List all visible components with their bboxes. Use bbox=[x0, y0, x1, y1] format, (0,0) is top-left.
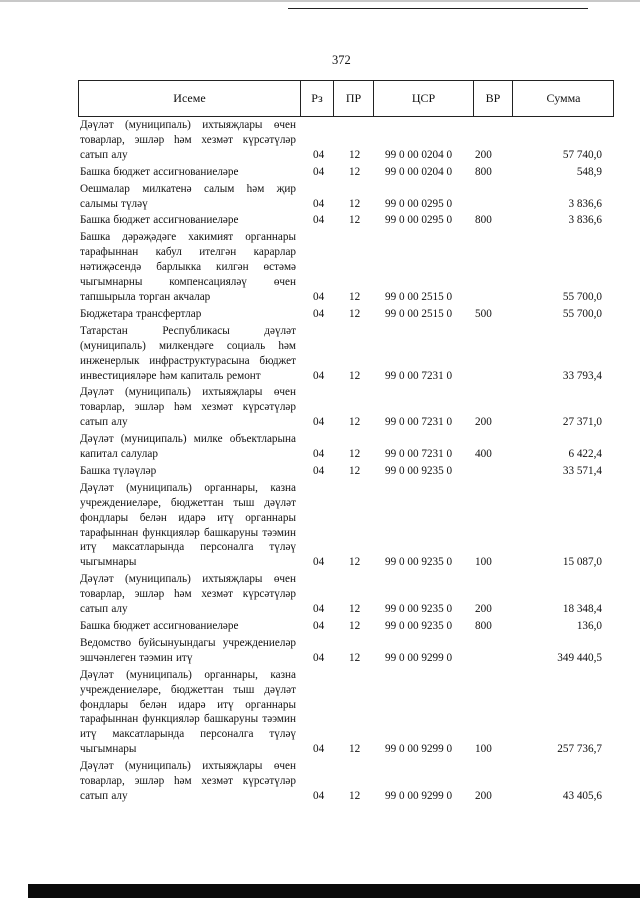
table-row bbox=[78, 619, 614, 636]
row-rz: 04 bbox=[313, 556, 325, 569]
table-row bbox=[78, 481, 614, 572]
header-pr: ПР bbox=[334, 81, 374, 116]
row-vr: 800 bbox=[475, 620, 492, 632]
table-body bbox=[78, 118, 614, 806]
table-row bbox=[78, 182, 614, 214]
row-name: Дәүләт (муниципаль) ихтыяҗлары өчен товарлар, эшләр һәм хезмәт күрсәтүләр сатып алу bbox=[80, 760, 296, 802]
row-name: Дәүләт (муниципаль) ихтыяҗлары өчен товарлар, эшләр һәм хезмәт күрсәтүләр сатып алу bbox=[80, 573, 296, 616]
table-row bbox=[78, 213, 614, 230]
row-sum: 257 736,7 bbox=[557, 743, 602, 756]
row-name: Башка дәрәҗәдәге хакимият органнары тарафыннан кабул ителгән карарлар нәтиҗәсендә барлыкка килгән өстәмә чыгымнарны компенсацияләү өчен тапшырыла торган акчалар bbox=[80, 231, 296, 303]
row-sum: 3 836,6 bbox=[568, 197, 602, 210]
row-vr: 200 bbox=[475, 789, 492, 802]
row-pr: 12 bbox=[349, 416, 361, 429]
row-vr: 400 bbox=[475, 448, 492, 461]
row-sum: 27 371,0 bbox=[562, 416, 602, 429]
row-rz: 04 bbox=[313, 651, 325, 664]
row-pr: 12 bbox=[349, 448, 361, 461]
row-name: Татарстан Республикасы дәүләт (муниципаль) милкендәге социаль һәм инженерлык инфраструктурасына бюджет инвестицияләре һәм капиталь ремонт bbox=[80, 324, 296, 382]
row-vr: 200 bbox=[475, 603, 492, 616]
row-pr: 12 bbox=[349, 743, 361, 756]
row-csr: 99 0 00 0295 0 bbox=[385, 214, 453, 227]
row-name: Дәүләт (муниципаль) органнары, казна учреждениеләре, бюджеттан тыш дәүләт фондлары белән идарә итү органнары тарафыннан функцияләр башкаруны тәэмин итү максатларында персоналга түләү чыгымнары bbox=[80, 481, 296, 569]
row-sum: 349 440,5 bbox=[557, 651, 602, 664]
row-csr: 99 0 00 9299 0 bbox=[385, 789, 453, 802]
header-rz: Рз bbox=[301, 81, 334, 116]
row-rz: 04 bbox=[313, 620, 325, 632]
row-pr: 12 bbox=[349, 603, 361, 616]
row-sum: 18 348,4 bbox=[562, 603, 602, 616]
table-row bbox=[78, 572, 614, 619]
row-vr: 800 bbox=[475, 214, 492, 227]
table-row bbox=[78, 636, 614, 668]
row-sum: 33 793,4 bbox=[562, 369, 602, 382]
table-header bbox=[78, 80, 614, 117]
row-csr: 99 0 00 7231 0 bbox=[385, 416, 453, 429]
row-name: Дәүләт (муниципаль) ихтыяҗлары өчен товарлар, эшләр һәм хезмәт күрсәтүләр сатып алу bbox=[80, 119, 296, 161]
row-rz: 04 bbox=[313, 416, 325, 429]
scan-line-top bbox=[288, 8, 588, 9]
row-rz: 04 bbox=[313, 307, 325, 320]
row-csr: 99 0 00 9235 0 bbox=[385, 620, 453, 632]
row-vr: 800 bbox=[475, 165, 492, 178]
row-pr: 12 bbox=[349, 197, 361, 210]
row-pr: 12 bbox=[349, 148, 361, 161]
row-pr: 12 bbox=[349, 369, 361, 382]
row-csr: 99 0 00 9299 0 bbox=[385, 743, 453, 756]
row-rz: 04 bbox=[313, 214, 325, 227]
row-rz: 04 bbox=[313, 789, 325, 802]
row-pr: 12 bbox=[349, 556, 361, 569]
header-name: Исеме bbox=[79, 81, 301, 116]
row-csr: 99 0 00 9235 0 bbox=[385, 603, 453, 616]
row-csr: 99 0 00 7231 0 bbox=[385, 369, 453, 382]
scan-edge-bottom bbox=[28, 884, 640, 898]
row-sum: 55 700,0 bbox=[562, 290, 602, 303]
row-rz: 04 bbox=[313, 197, 325, 210]
row-sum: 6 422,4 bbox=[568, 448, 602, 461]
header-vr: ВР bbox=[474, 81, 513, 116]
row-sum: 15 087,0 bbox=[562, 556, 602, 569]
row-vr: 200 bbox=[475, 148, 492, 161]
row-sum: 3 836,6 bbox=[568, 214, 602, 227]
row-vr: 200 bbox=[475, 416, 492, 429]
row-pr: 12 bbox=[349, 165, 361, 178]
row-vr: 500 bbox=[475, 307, 492, 320]
row-name: Ведомство буйсынуындагы учреждениеләр эшчәнлеген тәэмин итү bbox=[80, 636, 296, 664]
row-pr: 12 bbox=[349, 789, 361, 802]
table-row bbox=[78, 324, 614, 386]
page-number: 372 bbox=[332, 53, 351, 67]
row-rz: 04 bbox=[313, 743, 325, 756]
row-pr: 12 bbox=[349, 307, 361, 320]
table-row bbox=[78, 385, 614, 432]
row-csr: 99 0 00 9299 0 bbox=[385, 651, 453, 664]
table-row bbox=[78, 307, 614, 324]
row-sum: 57 740,0 bbox=[562, 148, 602, 161]
table-row bbox=[78, 432, 614, 464]
row-name: Башка бюджет ассигнованиеләре bbox=[80, 165, 239, 178]
row-sum: 136,0 bbox=[576, 620, 602, 632]
row-sum: 43 405,6 bbox=[562, 789, 602, 802]
table-row bbox=[78, 165, 614, 182]
row-rz: 04 bbox=[313, 464, 325, 477]
row-rz: 04 bbox=[313, 369, 325, 382]
row-name: Башка бюджет ассигнованиеләре bbox=[80, 214, 239, 227]
row-sum: 33 571,4 bbox=[562, 464, 602, 477]
row-csr: 99 0 00 7231 0 bbox=[385, 448, 453, 461]
row-vr: 100 bbox=[475, 743, 492, 756]
row-pr: 12 bbox=[349, 620, 361, 632]
row-rz: 04 bbox=[313, 448, 325, 461]
row-csr: 99 0 00 0295 0 bbox=[385, 197, 453, 210]
table-row bbox=[78, 230, 614, 307]
row-rz: 04 bbox=[313, 290, 325, 303]
row-pr: 12 bbox=[349, 214, 361, 227]
header-sum: Сумма bbox=[546, 91, 581, 105]
row-csr: 99 0 00 9235 0 bbox=[385, 464, 453, 477]
row-pr: 12 bbox=[349, 290, 361, 303]
header-csr: ЦСР bbox=[374, 81, 474, 116]
row-rz: 04 bbox=[313, 603, 325, 616]
row-csr: 99 0 00 0204 0 bbox=[385, 148, 453, 161]
row-name: Дәүләт (муниципаль) органнары, казна учреждениеләре, бюджеттан тыш дәүләт фондлары белән идарә итү органнары тарафыннан функцияләр башкаруны тәэмин итү максатларында персоналга түләү чыгымнары bbox=[80, 668, 296, 756]
row-vr: 100 bbox=[475, 556, 492, 569]
row-pr: 12 bbox=[349, 651, 361, 664]
row-sum: 55 700,0 bbox=[562, 307, 602, 320]
row-csr: 99 0 00 2515 0 bbox=[385, 307, 453, 320]
row-rz: 04 bbox=[313, 148, 325, 161]
row-csr: 99 0 00 9235 0 bbox=[385, 556, 453, 569]
row-name: Оешмалар милкатенә салым һәм җир салымы түләү bbox=[80, 182, 296, 210]
row-pr: 12 bbox=[349, 464, 361, 477]
row-sum: 548,9 bbox=[576, 165, 602, 178]
row-csr: 99 0 00 0204 0 bbox=[385, 165, 453, 178]
row-rz: 04 bbox=[313, 165, 325, 178]
row-name: Башка бюджет ассигнованиеләре bbox=[80, 620, 239, 632]
scan-edge-top bbox=[0, 0, 640, 2]
row-csr: 99 0 00 2515 0 bbox=[385, 290, 453, 303]
table-row bbox=[78, 118, 614, 165]
row-name: Дәүләт (муниципаль) милке объектларына капитал салулар bbox=[80, 433, 296, 461]
table-row bbox=[78, 759, 614, 806]
table-row bbox=[78, 464, 614, 481]
row-name: Дәүләт (муниципаль) ихтыяҗлары өчен товарлар, эшләр һәм хезмәт күрсәтүләр сатып алу bbox=[80, 386, 296, 429]
row-name: Башка түләүләр bbox=[80, 464, 157, 477]
table-row bbox=[78, 668, 614, 759]
row-name: Бюджетара трансфертлар bbox=[80, 307, 202, 320]
